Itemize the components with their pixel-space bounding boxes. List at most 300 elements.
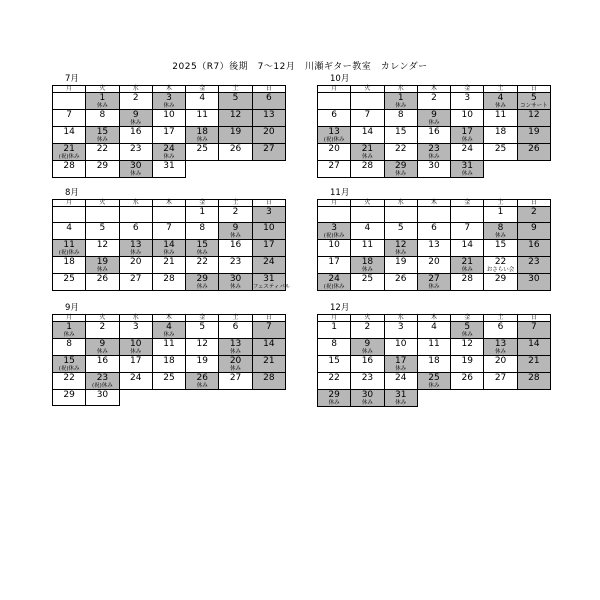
- day-cell: [186, 356, 219, 373]
- day-number: 20: [328, 144, 340, 154]
- day-cell: [351, 127, 384, 144]
- day-cell: [484, 257, 517, 274]
- day-number: 12: [394, 240, 407, 250]
- weekday-header: 土: [484, 86, 517, 93]
- day-number: 4: [431, 322, 437, 332]
- day-cell: [484, 356, 517, 373]
- day-cell: [53, 144, 86, 161]
- day-cell: [318, 110, 351, 127]
- day-number: 11: [63, 240, 75, 250]
- empty-day-cell: [417, 390, 450, 407]
- day-number: 8: [66, 339, 72, 349]
- day-number: 22: [494, 257, 507, 267]
- day-cell: [484, 144, 517, 161]
- day-number: 8: [497, 223, 504, 233]
- day-number: 24: [129, 373, 142, 383]
- weekday-header: 金: [451, 200, 484, 207]
- day-number: 29: [196, 274, 208, 284]
- day-number: 26: [96, 274, 109, 284]
- day-note: 休み: [361, 267, 373, 273]
- day-number: 29: [63, 390, 75, 400]
- day-number: 14: [63, 127, 75, 137]
- day-cell: [86, 322, 119, 339]
- day-number: 25: [163, 373, 175, 383]
- day-number: 15: [394, 127, 407, 137]
- week-row: [53, 339, 286, 356]
- day-cell: [384, 274, 417, 291]
- empty-day-cell: [384, 207, 417, 223]
- day-cell: [252, 322, 285, 339]
- day-cell: [451, 240, 484, 257]
- day-number: 27: [129, 274, 142, 284]
- day-number: 22: [63, 373, 75, 383]
- day-number: 23: [129, 144, 142, 154]
- day-number: 18: [163, 356, 175, 366]
- day-number: 22: [196, 257, 208, 267]
- day-number: 25: [494, 144, 507, 154]
- day-cell: [417, 223, 450, 240]
- empty-day-cell: [484, 390, 517, 407]
- month-title: 8月: [65, 188, 79, 198]
- day-cell: [417, 110, 450, 127]
- day-cell: [417, 161, 450, 178]
- day-number: 24: [163, 144, 175, 154]
- day-number: 24: [394, 373, 407, 383]
- weekday-header: 火: [351, 200, 384, 207]
- day-note: 休み: [196, 137, 208, 143]
- day-number: 21: [361, 144, 374, 154]
- day-cell: [86, 356, 119, 373]
- day-number: 30: [528, 274, 540, 284]
- day-number: 25: [63, 274, 75, 284]
- day-number: 16: [129, 127, 142, 137]
- day-cell: [451, 93, 484, 110]
- weekday-header: 水: [119, 315, 152, 322]
- day-cell: [86, 390, 119, 406]
- day-number: 21: [528, 356, 540, 366]
- empty-day-cell: [119, 207, 152, 223]
- day-number: 2: [99, 322, 106, 332]
- weekday-header: 月: [318, 200, 351, 207]
- empty-day-cell: [252, 390, 285, 406]
- day-cell: [417, 322, 450, 339]
- day-cell: [86, 240, 119, 257]
- day-number: 28: [528, 373, 540, 383]
- empty-day-cell: [152, 207, 185, 223]
- day-number: 20: [428, 257, 440, 267]
- day-cell: [451, 127, 484, 144]
- day-cell: [484, 93, 517, 110]
- day-number: 2: [530, 207, 537, 217]
- week-row: [318, 144, 551, 161]
- day-cell: [517, 223, 550, 240]
- day-note: 休み: [196, 284, 208, 290]
- day-number: 25: [361, 274, 374, 284]
- day-cell: [451, 257, 484, 274]
- day-cell: [517, 373, 550, 390]
- day-cell: [384, 257, 417, 274]
- week-row: [318, 322, 551, 339]
- day-number: 17: [394, 356, 407, 366]
- day-number: 18: [196, 127, 208, 137]
- day-number: 2: [431, 93, 437, 103]
- day-cell: [53, 127, 86, 144]
- weekday-header: 水: [384, 200, 417, 207]
- day-number: 31: [163, 161, 175, 171]
- empty-day-cell: [451, 207, 484, 223]
- day-note: 休み: [395, 250, 407, 256]
- day-number: 26: [394, 274, 407, 284]
- day-number: 26: [461, 373, 473, 383]
- day-cell: [417, 144, 450, 161]
- day-cell: [318, 274, 351, 291]
- day-cell: [219, 257, 252, 274]
- day-number: 1: [331, 322, 337, 332]
- day-number: 9: [530, 223, 537, 233]
- day-note: 休み: [163, 154, 175, 160]
- day-number: 7: [265, 322, 272, 332]
- day-cell: [252, 274, 291, 291]
- day-cell: [351, 110, 384, 127]
- day-number: 31: [394, 390, 407, 400]
- day-note: コンサート: [520, 103, 548, 109]
- month-grid: [317, 85, 551, 178]
- day-cell: [451, 373, 484, 390]
- day-number: 4: [166, 322, 172, 332]
- day-cell: [119, 339, 152, 356]
- month-calendar-sep: [52, 303, 286, 406]
- day-number: 6: [497, 322, 504, 332]
- day-number: 11: [196, 110, 208, 120]
- day-cell: [152, 274, 185, 291]
- day-number: 28: [63, 161, 75, 171]
- day-cell: [318, 127, 351, 144]
- day-number: 13: [263, 110, 275, 120]
- day-cell: [119, 240, 152, 257]
- day-cell: [351, 223, 384, 240]
- day-number: 13: [328, 127, 340, 137]
- day-cell: [384, 240, 417, 257]
- week-row: [318, 93, 551, 110]
- empty-day-cell: [451, 390, 484, 407]
- day-cell: [351, 390, 384, 407]
- weekday-header: 水: [119, 200, 152, 207]
- week-row: [318, 274, 551, 291]
- day-number: 30: [96, 390, 109, 400]
- day-cell: [252, 144, 285, 161]
- empty-day-cell: [186, 390, 219, 406]
- month-calendar-oct: [317, 74, 551, 178]
- day-number: 14: [461, 240, 473, 250]
- day-number: 19: [196, 356, 208, 366]
- day-number: 9: [232, 223, 239, 233]
- day-note: 休み: [196, 383, 208, 389]
- day-note: 休み: [495, 349, 507, 355]
- month-title: 9月: [65, 303, 79, 313]
- day-number: 7: [530, 322, 537, 332]
- weekday-header: 土: [219, 200, 252, 207]
- month-grid: [52, 199, 291, 291]
- day-cell: [484, 240, 517, 257]
- day-number: 16: [96, 356, 109, 366]
- day-cell: [119, 373, 152, 390]
- day-cell: [219, 240, 252, 257]
- day-number: 3: [265, 207, 272, 217]
- day-number: 21: [461, 257, 473, 267]
- weekday-header: 水: [384, 86, 417, 93]
- day-cell: [318, 240, 351, 257]
- day-note: 休み: [395, 171, 407, 177]
- day-number: 31: [263, 274, 275, 284]
- day-cell: [517, 207, 550, 223]
- day-number: 20: [129, 257, 142, 267]
- day-note: 休み: [461, 171, 473, 177]
- day-cell: [219, 223, 252, 240]
- day-cell: [351, 161, 384, 178]
- day-number: 25: [196, 144, 208, 154]
- day-cell: [517, 339, 550, 356]
- month-title: 10月: [330, 74, 350, 84]
- day-number: 22: [96, 144, 109, 154]
- day-number: 28: [461, 274, 473, 284]
- day-cell: [451, 322, 484, 339]
- day-number: 2: [364, 322, 371, 332]
- day-cell: [318, 322, 351, 339]
- day-note: 休み: [63, 332, 75, 338]
- week-row: [53, 110, 286, 127]
- day-cell: [119, 127, 152, 144]
- day-cell: [152, 257, 185, 274]
- day-number: 1: [497, 207, 504, 217]
- weekday-header: 土: [484, 200, 517, 207]
- day-cell: [417, 356, 450, 373]
- day-cell: [384, 373, 417, 390]
- day-cell: [517, 127, 550, 144]
- weekday-header: 火: [86, 315, 119, 322]
- day-note: 休み: [328, 400, 340, 406]
- weekday-header: 金: [186, 200, 219, 207]
- weekday-header: 木: [417, 315, 450, 322]
- day-cell: [186, 223, 219, 240]
- day-number: 27: [428, 274, 440, 284]
- week-row: [53, 274, 286, 291]
- day-number: 2: [132, 93, 139, 103]
- day-cell: [86, 339, 119, 356]
- day-cell: [384, 356, 417, 373]
- day-number: 18: [63, 257, 75, 267]
- day-number: 13: [129, 240, 142, 250]
- empty-day-cell: [53, 93, 86, 110]
- day-cell: [252, 240, 285, 257]
- day-cell: [152, 144, 185, 161]
- day-note: 休み: [428, 383, 440, 389]
- day-number: 12: [229, 110, 242, 120]
- day-number: 5: [464, 322, 471, 332]
- day-number: 5: [199, 322, 206, 332]
- day-cell: [517, 257, 550, 274]
- week-row: [318, 223, 551, 240]
- weekday-header: 火: [86, 86, 119, 93]
- day-number: 11: [361, 240, 374, 250]
- weekday-header: 水: [384, 315, 417, 322]
- day-number: 21: [163, 257, 175, 267]
- day-number: 17: [328, 257, 340, 267]
- day-number: 28: [163, 274, 175, 284]
- week-row: [53, 390, 286, 406]
- day-number: 15: [328, 356, 340, 366]
- day-number: 5: [99, 223, 106, 233]
- day-number: 10: [129, 339, 142, 349]
- week-row: [53, 356, 286, 373]
- day-cell: [451, 161, 484, 178]
- day-number: 16: [428, 127, 440, 137]
- day-note: 休み: [130, 250, 142, 256]
- day-number: 14: [361, 127, 374, 137]
- day-number: 5: [232, 93, 239, 103]
- day-cell: [86, 257, 119, 274]
- day-number: 11: [163, 339, 175, 349]
- month-calendar-dec: [317, 303, 551, 407]
- day-cell: [384, 161, 417, 178]
- day-number: 19: [96, 257, 109, 267]
- day-cell: [53, 240, 86, 257]
- day-cell: [119, 257, 152, 274]
- day-cell: [517, 110, 550, 127]
- week-row: [318, 127, 551, 144]
- day-number: 27: [494, 373, 507, 383]
- day-note: フェスティバル: [252, 284, 291, 290]
- day-number: 16: [229, 240, 242, 250]
- day-number: 20: [229, 356, 242, 366]
- day-cell: [417, 274, 450, 291]
- day-note: 休み: [361, 400, 373, 406]
- day-number: 4: [66, 223, 72, 233]
- empty-day-cell: [517, 161, 550, 178]
- day-cell: [318, 356, 351, 373]
- day-cell: [186, 373, 219, 390]
- day-cell: [484, 223, 517, 240]
- month-grid: [52, 314, 286, 406]
- day-number: 23: [361, 373, 374, 383]
- day-cell: [351, 257, 384, 274]
- day-note: 休み: [196, 250, 208, 256]
- day-number: 14: [528, 339, 540, 349]
- day-number: 22: [394, 144, 407, 154]
- empty-day-cell: [186, 161, 219, 178]
- empty-day-cell: [152, 390, 185, 406]
- month-calendar-jul: [52, 74, 286, 178]
- day-number: 9: [99, 339, 106, 349]
- day-number: 30: [361, 390, 374, 400]
- day-number: 29: [494, 274, 507, 284]
- day-cell: [252, 257, 285, 274]
- weekday-header: 金: [186, 315, 219, 322]
- day-cell: [152, 322, 185, 339]
- day-cell: [517, 322, 550, 339]
- day-cell: [53, 339, 86, 356]
- day-cell: [219, 339, 252, 356]
- day-number: 10: [461, 110, 473, 120]
- month-grid: [52, 85, 286, 178]
- day-cell: [86, 223, 119, 240]
- day-number: 15: [96, 127, 109, 137]
- day-number: 12: [461, 339, 473, 349]
- day-cell: [53, 322, 86, 339]
- day-cell: [119, 356, 152, 373]
- day-number: 1: [199, 207, 206, 217]
- empty-day-cell: [351, 93, 384, 110]
- day-cell: [152, 223, 185, 240]
- weekday-header: 日: [252, 200, 285, 207]
- day-cell: [351, 144, 384, 161]
- weekday-header: 火: [351, 86, 384, 93]
- day-cell: [417, 127, 450, 144]
- day-number: 12: [196, 339, 208, 349]
- day-cell: [152, 127, 185, 144]
- day-number: 31: [461, 161, 473, 171]
- day-cell: [451, 223, 484, 240]
- empty-day-cell: [119, 390, 152, 406]
- day-cell: [384, 223, 417, 240]
- day-number: 21: [63, 144, 75, 154]
- weekday-header-row: [53, 200, 286, 207]
- day-note: 休み: [163, 332, 175, 338]
- day-cell: [86, 110, 119, 127]
- day-cell: [219, 373, 252, 390]
- page-title: 2025（R7）後期 7～12月 川瀬ギター教室 カレンダー: [172, 62, 428, 72]
- day-number: 9: [431, 110, 437, 120]
- day-cell: [119, 274, 152, 291]
- day-number: 12: [96, 240, 109, 250]
- day-number: 1: [66, 322, 72, 332]
- day-note: 休み: [395, 366, 407, 372]
- day-cell: [484, 110, 517, 127]
- day-cell: [318, 257, 351, 274]
- day-number: 6: [132, 223, 139, 233]
- day-cell: [484, 274, 517, 291]
- day-cell: [351, 356, 384, 373]
- day-cell: [152, 240, 185, 257]
- day-number: 23: [96, 373, 109, 383]
- day-number: 4: [364, 223, 371, 233]
- day-number: 23: [528, 257, 540, 267]
- day-note: (祝)休み: [58, 366, 80, 372]
- month-title: 12月: [330, 303, 350, 313]
- day-cell: [252, 93, 285, 110]
- day-number: 7: [364, 110, 371, 120]
- week-row: [318, 356, 551, 373]
- day-number: 8: [397, 110, 404, 120]
- day-cell: [86, 274, 119, 291]
- day-note: 休み: [395, 103, 407, 109]
- day-cell: [252, 110, 285, 127]
- day-number: 28: [361, 161, 374, 171]
- day-number: 15: [494, 240, 507, 250]
- empty-day-cell: [517, 390, 550, 407]
- day-number: 26: [528, 144, 540, 154]
- day-cell: [186, 93, 219, 110]
- month-calendar-nov: [317, 188, 551, 291]
- day-cell: [318, 373, 351, 390]
- day-note: 休み: [428, 284, 440, 290]
- day-number: 4: [497, 93, 504, 103]
- weekday-header: 木: [152, 86, 185, 93]
- day-cell: [152, 110, 185, 127]
- day-number: 4: [199, 93, 206, 103]
- day-number: 24: [461, 144, 473, 154]
- day-cell: [53, 274, 86, 291]
- day-number: 7: [464, 223, 471, 233]
